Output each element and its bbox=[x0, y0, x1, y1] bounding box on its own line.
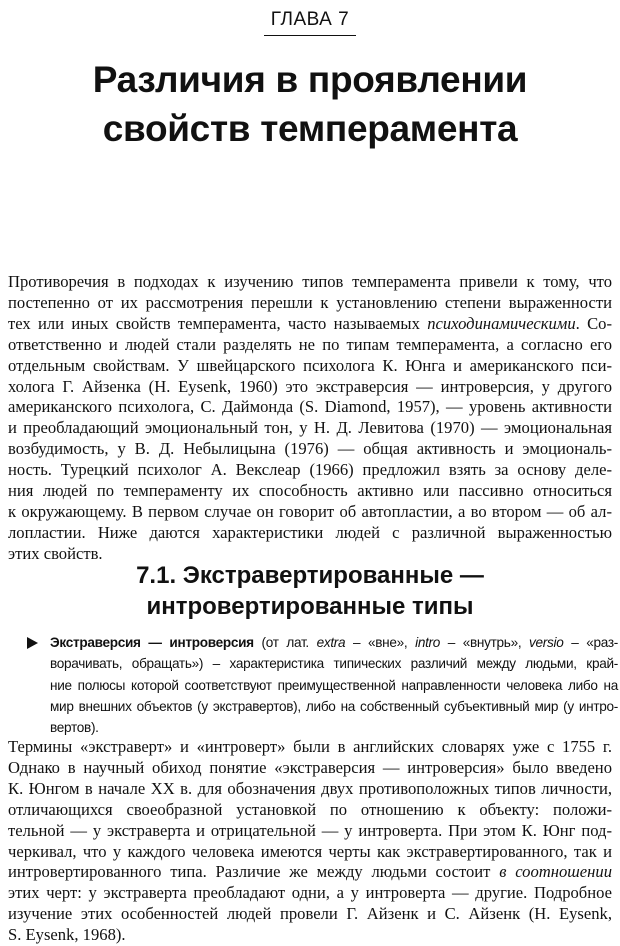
chapter-title-line: Различия в проявлении bbox=[92, 59, 528, 100]
intro-paragraph bbox=[8, 272, 612, 565]
definition-arrow-icon bbox=[27, 637, 38, 649]
text-line: этих свойств. bbox=[8, 543, 103, 563]
text-line: К. Юнгом в начале XX в. для обозначения двух противоположных типов личности, bbox=[8, 778, 612, 798]
definition-line-rest: (от лат. extra – «вне», intro – «внутрь», versio – «раз- bbox=[253, 635, 618, 650]
text-line: Термины «экстраверт» и «интроверт» были в английских словарях уже с 1755 г. bbox=[8, 737, 612, 756]
chapter-label: ГЛАВА 7 bbox=[270, 9, 350, 30]
text-line: отдельным свойствам. У швейцарского психолога К. Юнга и американского пси- bbox=[8, 355, 612, 375]
text-line: лопластии. Ниже даются характеристики людей с различной выраженностью bbox=[8, 522, 612, 542]
text-line: американского психолога, С. Даймонда (S. Diamond, 1957), — уровень активности bbox=[8, 397, 612, 417]
text-line: S. Eysenk, 1968). bbox=[8, 925, 126, 945]
text-line: Однако в научный обиход понятие «экстраверсия — интроверсия» было введено bbox=[8, 757, 612, 777]
section-heading-line: интровертированные типы bbox=[146, 593, 474, 620]
chapter-title-line: свойств темперамента bbox=[102, 108, 518, 149]
text-line: к окружающему. В первом случае он говорит об автопластии, а во втором — об ал- bbox=[8, 501, 612, 521]
text-line: холога Г. Айзенка (H. Eysenk, 1960) это экстраверсия — интроверсия, у другого bbox=[8, 376, 612, 396]
text-line: ность. Турецкий психолог А. Векслеар (1966) предложил взять за основу деле- bbox=[8, 460, 612, 480]
emphasis: в соотношении bbox=[499, 862, 612, 882]
definition-line: вертов). bbox=[50, 720, 99, 736]
emphasis: versio bbox=[529, 635, 564, 650]
chapter-title bbox=[60, 55, 560, 153]
text-line: постепенно от их рассмотрения перешли к установлению степени выраженности bbox=[8, 292, 612, 312]
emphasis: intro bbox=[415, 635, 441, 650]
text-line: отличающихся своеобразной установкой по отношению к объекту: положи- bbox=[8, 799, 612, 819]
text-line: черкивал, что у каждого человека имеются черты как экстравертированного, так и bbox=[8, 841, 612, 861]
definition-line: ворачивать, обращать») – характеристика типических различий между людьми, край- bbox=[50, 656, 618, 672]
emphasis: психодинамическими bbox=[427, 313, 576, 333]
text-line: тельной — у экстраверта и отрицательной — у интроверта. При этом К. Юнг под- bbox=[8, 820, 612, 840]
definition-term: Экстраверсия — интроверсия bbox=[50, 635, 254, 650]
section-heading bbox=[60, 560, 560, 622]
section-heading-line: 7.1. Экстравертированные — bbox=[136, 562, 484, 589]
text-line: ния людей по темпераменту их способность активно или пассивно относиться bbox=[8, 481, 612, 501]
definition-line: мир внешних объектов (у экстравертов), либо на собственный субъективный мир (у интро- bbox=[50, 698, 618, 714]
text-line: и преобладающий эмоциональный тон, у Н. Д. Левитова (1970) — эмоциональная bbox=[8, 418, 612, 438]
definition-line bbox=[50, 632, 618, 653]
text-line: изучение этих особенностей людей провели Г. Айзенк и С. Айзенк (H. Eysenk, bbox=[8, 904, 612, 924]
text-line: этих черт: у экстраверта преобладают одни, а у интроверта — другие. Подробное bbox=[8, 883, 612, 903]
text-line: возбудимость, у В. Д. Небылицына (1976) — общая активность и эмоциональ- bbox=[8, 439, 612, 459]
definition-block bbox=[50, 632, 618, 738]
definition-line: ние полюсы которой соответствуют преимущественной направленности человека либо на bbox=[50, 677, 618, 693]
text-line: тех или иных свойств темперамента, часто называемых психодинамическими. Со- bbox=[8, 313, 612, 333]
text-line: интровертированного типа. Различие же между людьми состоит в соотношении bbox=[8, 862, 612, 882]
text-line: ответственно и людей стали разделять не по типам темперамента, а согласно его bbox=[8, 334, 612, 354]
emphasis: extra bbox=[316, 635, 346, 650]
text-line: Противоречия в подходах к изучению типов темперамента привели к тому, что bbox=[8, 272, 612, 291]
body-paragraph bbox=[8, 737, 612, 946]
chapter-label-underline bbox=[264, 35, 356, 36]
